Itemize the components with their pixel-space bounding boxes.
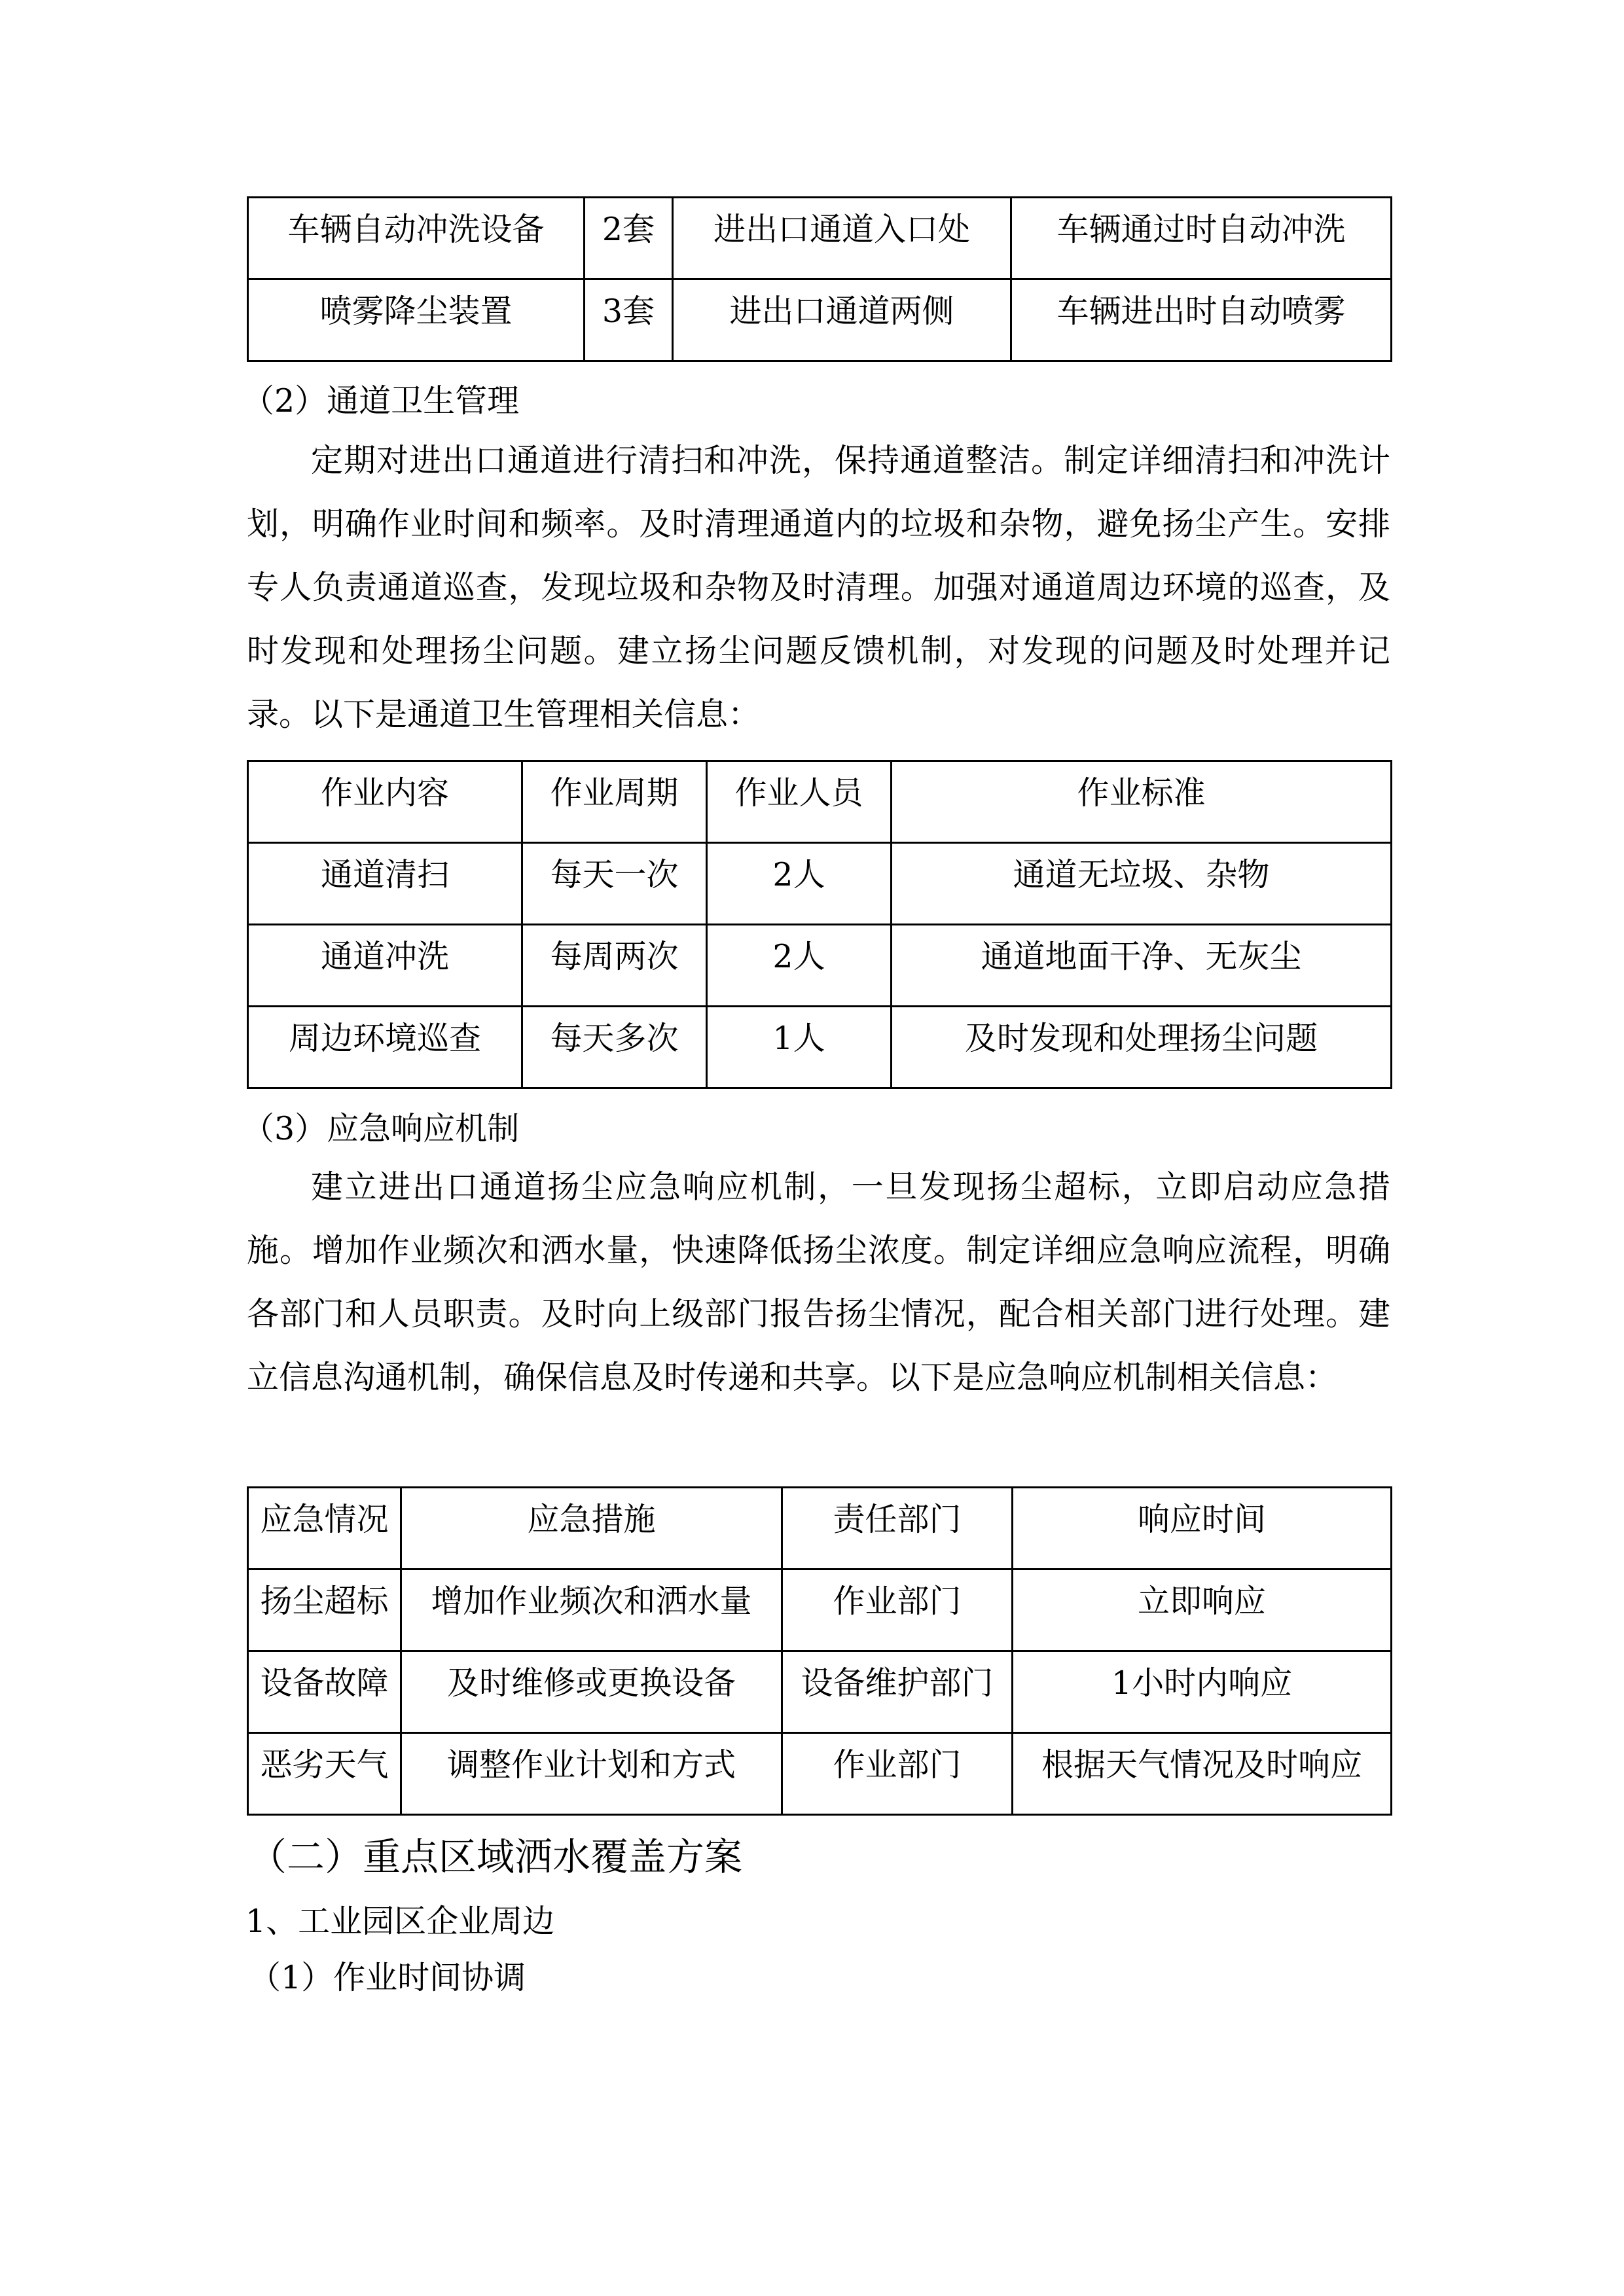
table-row [248, 925, 1392, 1007]
table-cell: 每天一次 [522, 843, 707, 925]
table-header-cell: 作业周期 [522, 761, 707, 843]
table-header-row [248, 1488, 1392, 1570]
table-cell: 每天多次 [522, 1007, 707, 1088]
table-row [248, 843, 1392, 925]
table-header-cell: 作业内容 [248, 761, 522, 843]
section-heading-sanitation: （2）通道卫生管理 [242, 382, 520, 420]
table-cell: 进出口通道两侧 [673, 279, 1011, 361]
table-header-cell: 作业标准 [892, 761, 1392, 843]
table-row [248, 198, 1392, 279]
table-cell: 通道地面干净、无灰尘 [892, 925, 1392, 1007]
table-cell: 1小时内响应 [1013, 1651, 1392, 1733]
subsubsection-heading: （1）作业时间协调 [249, 1959, 526, 1996]
table-cell: 2人 [707, 925, 892, 1007]
table-cell: 扬尘超标 [248, 1570, 401, 1651]
equipment-table [247, 196, 1390, 362]
table-cell: 2人 [707, 843, 892, 925]
table-cell: 车辆自动冲洗设备 [248, 198, 585, 279]
table-row [248, 279, 1392, 361]
table-header-row [248, 761, 1392, 843]
table-cell: 调整作业计划和方式 [401, 1733, 782, 1815]
chapter-heading: （二）重点区域洒水覆盖方案 [249, 1835, 743, 1879]
table-header-cell: 应急措施 [401, 1488, 782, 1570]
table-cell: 通道无垃圾、杂物 [892, 843, 1392, 925]
table-cell: 进出口通道入口处 [673, 198, 1011, 279]
sanitation-table [247, 760, 1390, 1089]
table-cell: 增加作业频次和洒水量 [401, 1570, 782, 1651]
table-cell: 3套 [585, 279, 673, 361]
table-cell: 立即响应 [1013, 1570, 1392, 1651]
table-cell: 车辆进出时自动喷雾 [1011, 279, 1392, 361]
table-cell: 作业部门 [782, 1733, 1013, 1815]
table-cell: 1人 [707, 1007, 892, 1088]
table-cell: 根据天气情况及时响应 [1013, 1733, 1392, 1815]
table-header-cell: 应急情况 [248, 1488, 401, 1570]
table-cell: 周边环境巡查 [248, 1007, 522, 1088]
table-cell: 及时维修或更换设备 [401, 1651, 782, 1733]
subsection-heading: 1、工业园区企业周边 [245, 1903, 555, 1940]
table-cell: 车辆通过时自动冲洗 [1011, 198, 1392, 279]
table-cell: 每周两次 [522, 925, 707, 1007]
table-cell: 2套 [585, 198, 673, 279]
table-cell: 通道冲洗 [248, 925, 522, 1007]
table-cell: 通道清扫 [248, 843, 522, 925]
table-cell: 设备故障 [248, 1651, 401, 1733]
table-header-cell: 作业人员 [707, 761, 892, 843]
table-row [248, 1007, 1392, 1088]
paragraph-emergency: 建立进出口通道扬尘应急响应机制，一旦发现扬尘超标，立即启动应急措施。增加作业频次和洒水量，快速降低扬尘浓度。制定详细应急响应流程，明确各部门和人员职责。及时向上级部门报告扬尘情况，配合相关部门进行处理。建立信息沟通机制，确保信息及时传递和共享。以下是应急响应机制相关信息： [247, 1168, 1390, 1396]
table-header-cell: 响应时间 [1013, 1488, 1392, 1570]
table-cell: 作业部门 [782, 1570, 1013, 1651]
table-header-cell: 责任部门 [782, 1488, 1013, 1570]
table-cell: 及时发现和处理扬尘问题 [892, 1007, 1392, 1088]
table-row [248, 1651, 1392, 1733]
table-row [248, 1570, 1392, 1651]
paragraph-sanitation: 定期对进出口通道进行清扫和冲洗，保持通道整洁。制定详细清扫和冲洗计划，明确作业时间和频率。及时清理通道内的垃圾和杂物，避免扬尘产生。安排专人负责通道巡查，发现垃圾和杂物及时清理。加强对通道周边环境的巡查，及时发现和处理扬尘问题。建立扬尘问题反馈机制，对发现的问题及时处理并记录。以下是通道卫生管理相关信息： [247, 442, 1390, 733]
table-cell: 设备维护部门 [782, 1651, 1013, 1733]
table-cell: 喷雾降尘装置 [248, 279, 585, 361]
table-cell: 恶劣天气 [248, 1733, 401, 1815]
emergency-table [247, 1486, 1390, 1816]
section-heading-emergency: （3）应急响应机制 [242, 1110, 520, 1147]
table-row [248, 1733, 1392, 1815]
